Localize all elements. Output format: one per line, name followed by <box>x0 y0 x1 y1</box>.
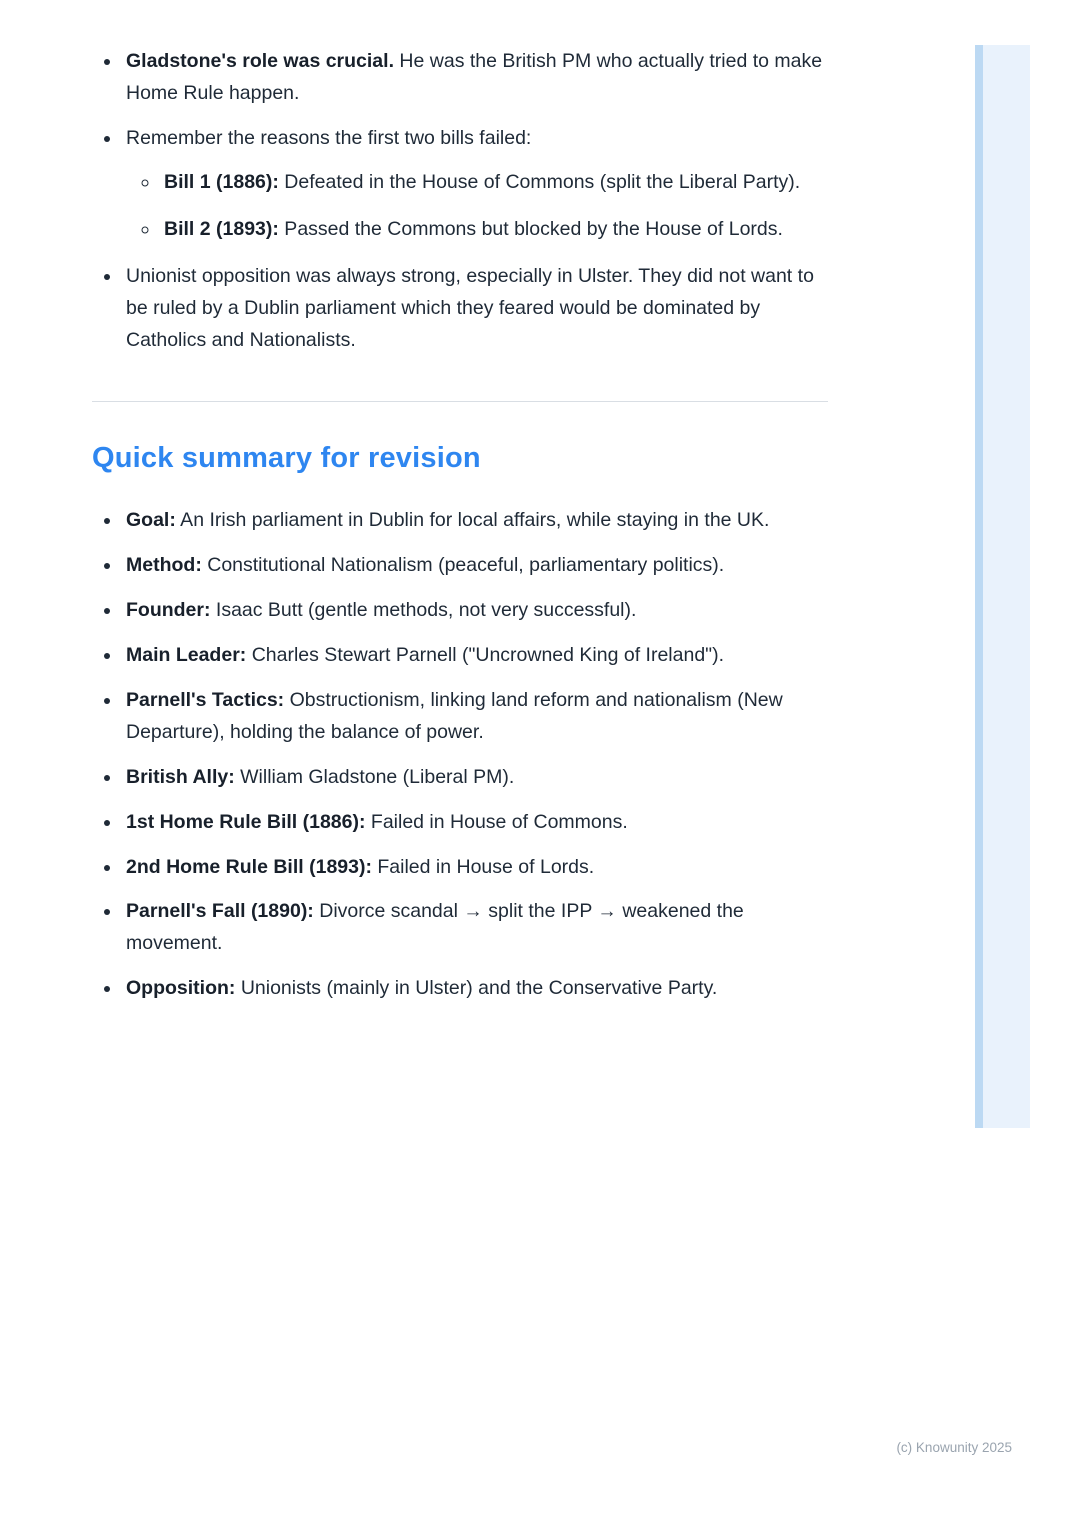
list-item-bold-lead: Bill 2 (1893): <box>164 217 279 240</box>
list-item-text: Failed in House of Commons. <box>365 810 628 833</box>
list-item-bold-lead: Goal: <box>126 508 176 531</box>
summary-bullet-list <box>92 505 832 1006</box>
list-item <box>122 505 832 537</box>
list-item-text: He was the British PM who actually tried to make Home Rule happen. <box>126 50 823 104</box>
list-item <box>122 973 832 1005</box>
list-item-text: Divorce scandal → split the IPP → weakened the movement. <box>126 900 744 955</box>
list-item <box>122 896 832 960</box>
list-item-bold-lead: Bill 1 (1886): <box>164 170 279 193</box>
list-item-text: Unionist opposition was always strong, especially in Ulster. They did not want to be ruled by a Dublin parliament which they feared would be dominated by Catholics and Nationalists. <box>126 264 814 351</box>
list-item <box>122 595 832 627</box>
list-item-bold-lead: Founder: <box>126 598 211 621</box>
copyright-text: (c) Knowunity 2025 <box>896 1440 1012 1455</box>
list-item-text: William Gladstone (Liberal PM). <box>234 765 515 788</box>
list-item <box>122 261 832 357</box>
section-heading: Quick summary for revision <box>92 441 481 474</box>
list-item <box>122 550 832 582</box>
list-item-text: Defeated in the House of Commons (split the Liberal Party). <box>278 170 801 193</box>
notes-sub-list <box>126 167 832 246</box>
list-item-bold-lead: 2nd Home Rule Bill (1893): <box>126 855 372 878</box>
list-item <box>122 807 832 839</box>
page-edge-strip <box>983 45 1030 1128</box>
list-item-text: Charles Stewart Parnell ("Uncrowned King of Ireland"). <box>246 643 725 666</box>
notes-bullet-list <box>92 46 832 357</box>
list-item-bold-lead: British Ally: <box>126 765 235 788</box>
list-item-text: Isaac Butt (gentle methods, not very successful). <box>210 598 637 621</box>
sub-list-item <box>160 214 832 246</box>
list-item <box>122 762 832 794</box>
list-item-text: Obstructionism, linking land reform and nationalism (New Departure), holding the balance of power. <box>126 688 783 743</box>
page-edge-bar <box>975 45 983 1128</box>
list-item-bold-lead: Main Leader: <box>126 643 247 666</box>
sub-list-item <box>160 167 832 199</box>
list-item-text: Passed the Commons but blocked by the House of Lords. <box>278 217 783 240</box>
list-item <box>122 640 832 672</box>
list-item-text: An Irish parliament in Dublin for local affairs, while staying in the UK. <box>175 508 770 531</box>
list-item-text: Remember the reasons the first two bills failed: <box>126 126 532 149</box>
list-item-bold-lead: Opposition: <box>126 977 236 1000</box>
list-item-bold-lead: Gladstone's role was crucial. <box>126 50 394 72</box>
list-item <box>122 123 832 246</box>
list-item-bold-lead: Parnell's Fall (1890): <box>126 900 314 923</box>
list-item-bold-lead: 1st Home Rule Bill (1886): <box>126 810 366 833</box>
list-item <box>122 46 832 110</box>
list-item-text: Unionists (mainly in Ulster) and the Conservative Party. <box>235 977 718 1000</box>
list-item-bold-lead: Parnell's Tactics: <box>126 688 285 711</box>
list-item <box>122 685 832 749</box>
section-divider <box>92 401 828 402</box>
list-item-text: Failed in House of Lords. <box>371 855 595 878</box>
list-item-bold-lead: Method: <box>126 553 202 576</box>
list-item-text: Constitutional Nationalism (peaceful, parliamentary politics). <box>201 553 725 576</box>
page-content <box>92 46 832 1018</box>
list-item <box>122 852 832 884</box>
